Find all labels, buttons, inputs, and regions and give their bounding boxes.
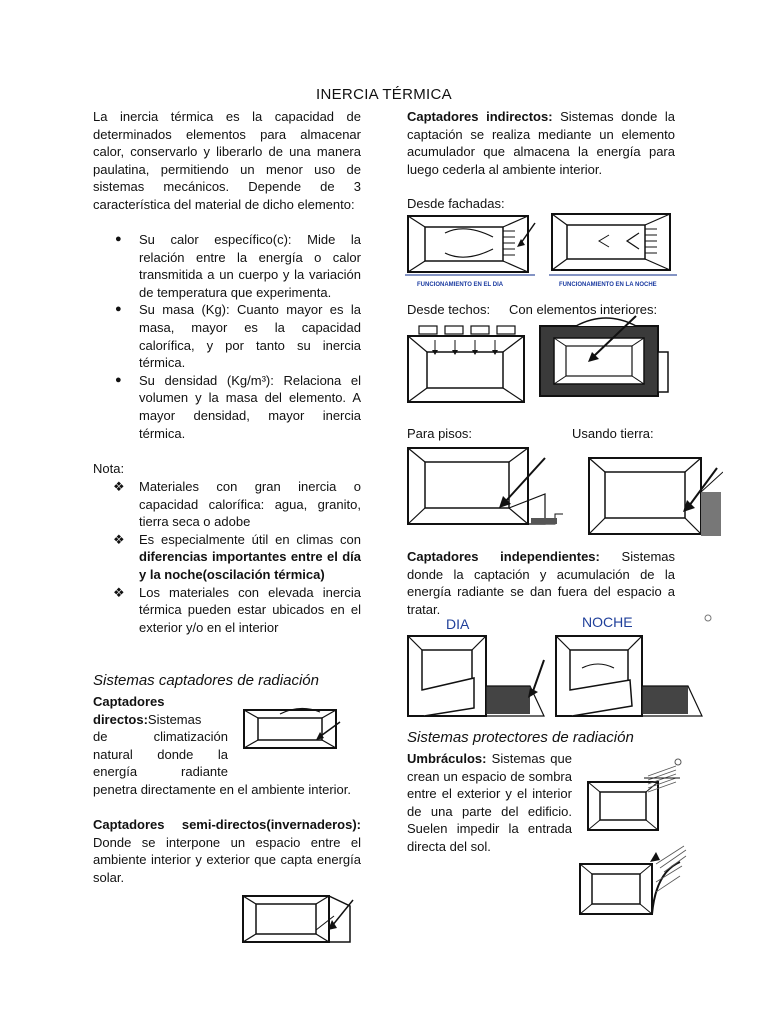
semi-direct-capture-diagram bbox=[240, 890, 356, 948]
directos-line4: natural donde la bbox=[93, 746, 228, 762]
floor-capture-diagram bbox=[405, 444, 563, 536]
directos-rest: penetra directamente en el ambiente interior. bbox=[93, 782, 351, 797]
label-fachadas: Desde fachadas: bbox=[407, 196, 505, 211]
directos-line5: energía radiante bbox=[93, 764, 228, 780]
interior-elements-diagram bbox=[536, 312, 670, 408]
label-pisos: Para pisos: bbox=[407, 426, 473, 441]
facade-night-caption: FUNCIONAMIENTO EN LA NOCHE bbox=[559, 282, 657, 288]
properties-list bbox=[93, 231, 361, 442]
facade-day-diagram bbox=[405, 213, 537, 293]
facade-day-caption: FUNCIONAMIENTO EN EL DIA bbox=[417, 282, 504, 288]
label-techos: Desde techos: bbox=[407, 302, 491, 317]
day-label: DIA bbox=[446, 616, 470, 632]
intro-paragraph: La inercia térmica es la capacidad de determinados elementos para almacenar calor, conservarlo y liberarlo de una manera paulatina, permitiendo un menor uso de sistemas mecánicos. Depende de 3 característica del material de dicho elemento: bbox=[93, 109, 361, 212]
nota-label: Nota: bbox=[93, 461, 125, 476]
independent-night-diagram bbox=[552, 610, 714, 722]
directos-line3: de climatización bbox=[93, 729, 228, 745]
independientes-paragraph: Captadores independientes: Sistemas donde la captación y acumulación de la energía radiante se dan fuera del espacio a tratar. bbox=[407, 549, 676, 617]
list-item: ❖ Materiales con gran inercia o capacidad calorífica: agua, granito, tierra seca o adobe bbox=[113, 479, 361, 530]
umbraculos-paragraph: Umbráculos: Sistemas que crean un espacio de sombra entre el exterior y el interior de una parte del edificio. Suelen impedir la entrada directa del sol. bbox=[407, 751, 572, 854]
shade-pergola-diagram bbox=[576, 842, 688, 920]
independent-day-diagram bbox=[404, 612, 554, 722]
section-title-captadores: Sistemas captadores de radiación bbox=[93, 672, 319, 689]
list-item: ● Su densidad (Kg/m³): Relaciona el volumen y la masa del elemento. A mayor densidad, mayor inercia térmica. bbox=[115, 372, 361, 441]
indirectos-paragraph: Captadores indirectos: Sistemas donde la captación se realiza mediante un elemento acumulador que almacena la energía para luego cederla al ambiente interior. bbox=[407, 109, 675, 177]
earth-capture-diagram bbox=[585, 452, 723, 540]
list-item: ❖ Es especialmente útil en climas con diferencias importantes entre el día y la noche(oscilación térmica) bbox=[113, 531, 361, 582]
facade-night-diagram bbox=[549, 211, 677, 293]
direct-capture-diagram bbox=[240, 700, 344, 756]
directos-line1: Captadores bbox=[93, 694, 165, 709]
notes-list bbox=[93, 478, 361, 636]
section-title-protectores: Sistemas protectores de radiación bbox=[407, 729, 634, 746]
shade-canopy-diagram bbox=[582, 756, 682, 836]
list-item: ● Su masa (Kg): Cuanto mayor es la masa, mayor es la capacidad calorífica, y por tanto su inercia térmica. bbox=[115, 302, 361, 371]
label-tierra: Usando tierra: bbox=[572, 426, 654, 441]
label-interiores: Con elementos interiores: bbox=[509, 302, 658, 317]
semi-paragraph: Captadores semi-directos(invernaderos): Donde se interpone un espacio entre el ambiente interior y exterior que capta energía solar. bbox=[93, 817, 361, 885]
page-title: INERCIA TÉRMICA bbox=[316, 86, 452, 103]
roof-capture-diagram bbox=[405, 322, 531, 406]
list-item: ● Su calor específico(c): Mide la relación entre la energía o calor transmitida a un cuerpo y la variación de temperatura que experimenta. bbox=[115, 232, 361, 300]
night-label: NOCHE bbox=[582, 614, 633, 630]
directos-line2: directos:Sistemas bbox=[93, 711, 202, 727]
directos-text bbox=[93, 693, 228, 781]
list-item: ❖ Los materiales con elevada inercia térmica pueden estar ubicados en el exterior y/o en el interior bbox=[113, 584, 361, 635]
